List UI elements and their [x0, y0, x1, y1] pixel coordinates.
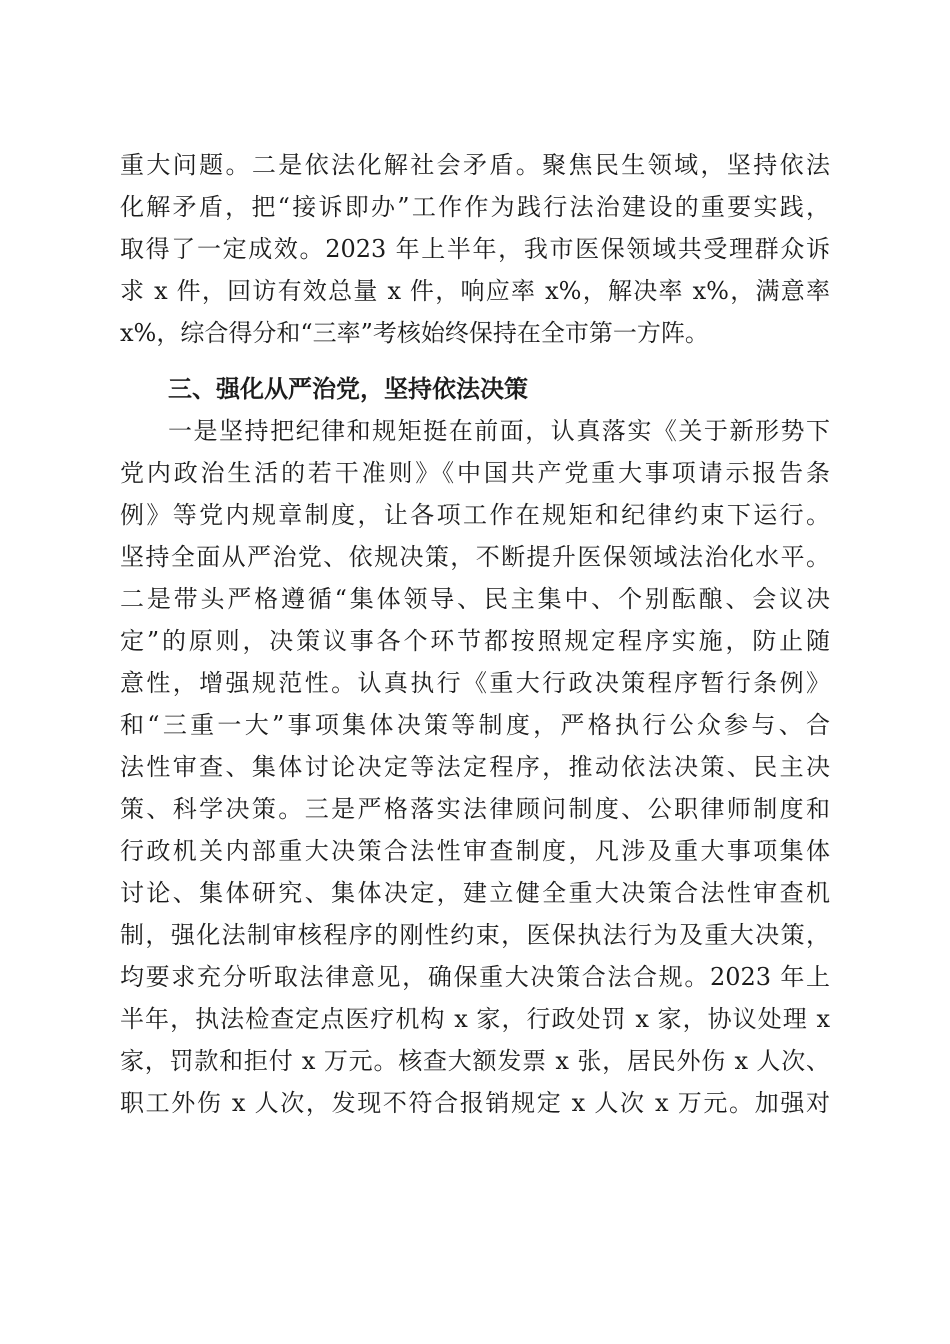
paragraph-line: 党内政治生活的若干准则》《中国共产党重大事项请示报告条	[120, 459, 830, 487]
paragraph-line: 讨论、集体研究、集体决定，建立健全重大决策合法性审查机	[120, 879, 830, 907]
paragraph-line: 法性审查、集体讨论决定等法定程序，推动依法决策、民主决	[120, 753, 830, 781]
paragraph-line: 策、科学决策。三是严格落实法律顾问制度、公职律师制度和	[120, 795, 830, 823]
paragraph-line: 制，强化法制审核程序的刚性约束，医保执法行为及重大决策，	[120, 921, 830, 949]
paragraph-line: 行政机关内部重大决策合法性审查制度，凡涉及重大事项集体	[120, 837, 830, 865]
paragraph-line: 均要求充分听取法律意见，确保重大决策合法合规。2023 年上	[120, 963, 830, 991]
paragraph-line: 二是带头严格遵循“集体领导、民主集中、个别酝酿、会议决	[120, 585, 830, 613]
paragraph-line: 半年，执法检查定点医疗机构 x 家，行政处罚 x 家，协议处理 x	[120, 1005, 830, 1033]
section-heading-block	[120, 368, 830, 410]
paragraph-line: 家，罚款和拒付 x 万元。核查大额发票 x 张，居民外伤 x 人次、	[120, 1047, 830, 1075]
paragraph-line: 定”的原则，决策议事各个环节都按照规定程序实施，防止随	[120, 627, 830, 655]
paragraph-line: x%，综合得分和“三率”考核始终保持在全市第一方阵。	[120, 319, 709, 347]
section-heading: 三、强化从严治党，坚持依法决策	[168, 375, 528, 403]
paragraph-line: 意性，增强规范性。认真执行《重大行政决策程序暂行条例》	[120, 669, 830, 697]
paragraph-line: 坚持全面从严治党、依规决策，不断提升医保领域法治化水平。	[120, 543, 830, 571]
paragraph-line: 一是坚持把纪律和规矩挺在前面，认真落实《关于新形势下	[168, 417, 830, 445]
paragraph-line: 取得了一定成效。2023 年上半年，我市医保领域共受理群众诉	[120, 235, 830, 263]
paragraph-2	[120, 410, 830, 1124]
paragraph-line: 化解矛盾，把“接诉即办”工作作为践行法治建设的重要实践，	[120, 193, 830, 221]
paragraph-line: 重大问题。二是依法化解社会矛盾。聚焦民生领域，坚持依法	[120, 151, 830, 179]
paragraph-line: 例》等党内规章制度，让各项工作在规矩和纪律约束下运行。	[120, 501, 830, 529]
paragraph-1	[120, 144, 830, 354]
paragraph-line: 和“三重一大”事项集体决策等制度，严格执行公众参与、合	[120, 711, 830, 739]
paragraph-line: 职工外伤 x 人次，发现不符合报销规定 x 人次 x 万元。加强对	[120, 1089, 830, 1117]
paragraph-line: 求 x 件，回访有效总量 x 件，响应率 x%，解决率 x%，满意率	[120, 277, 830, 305]
